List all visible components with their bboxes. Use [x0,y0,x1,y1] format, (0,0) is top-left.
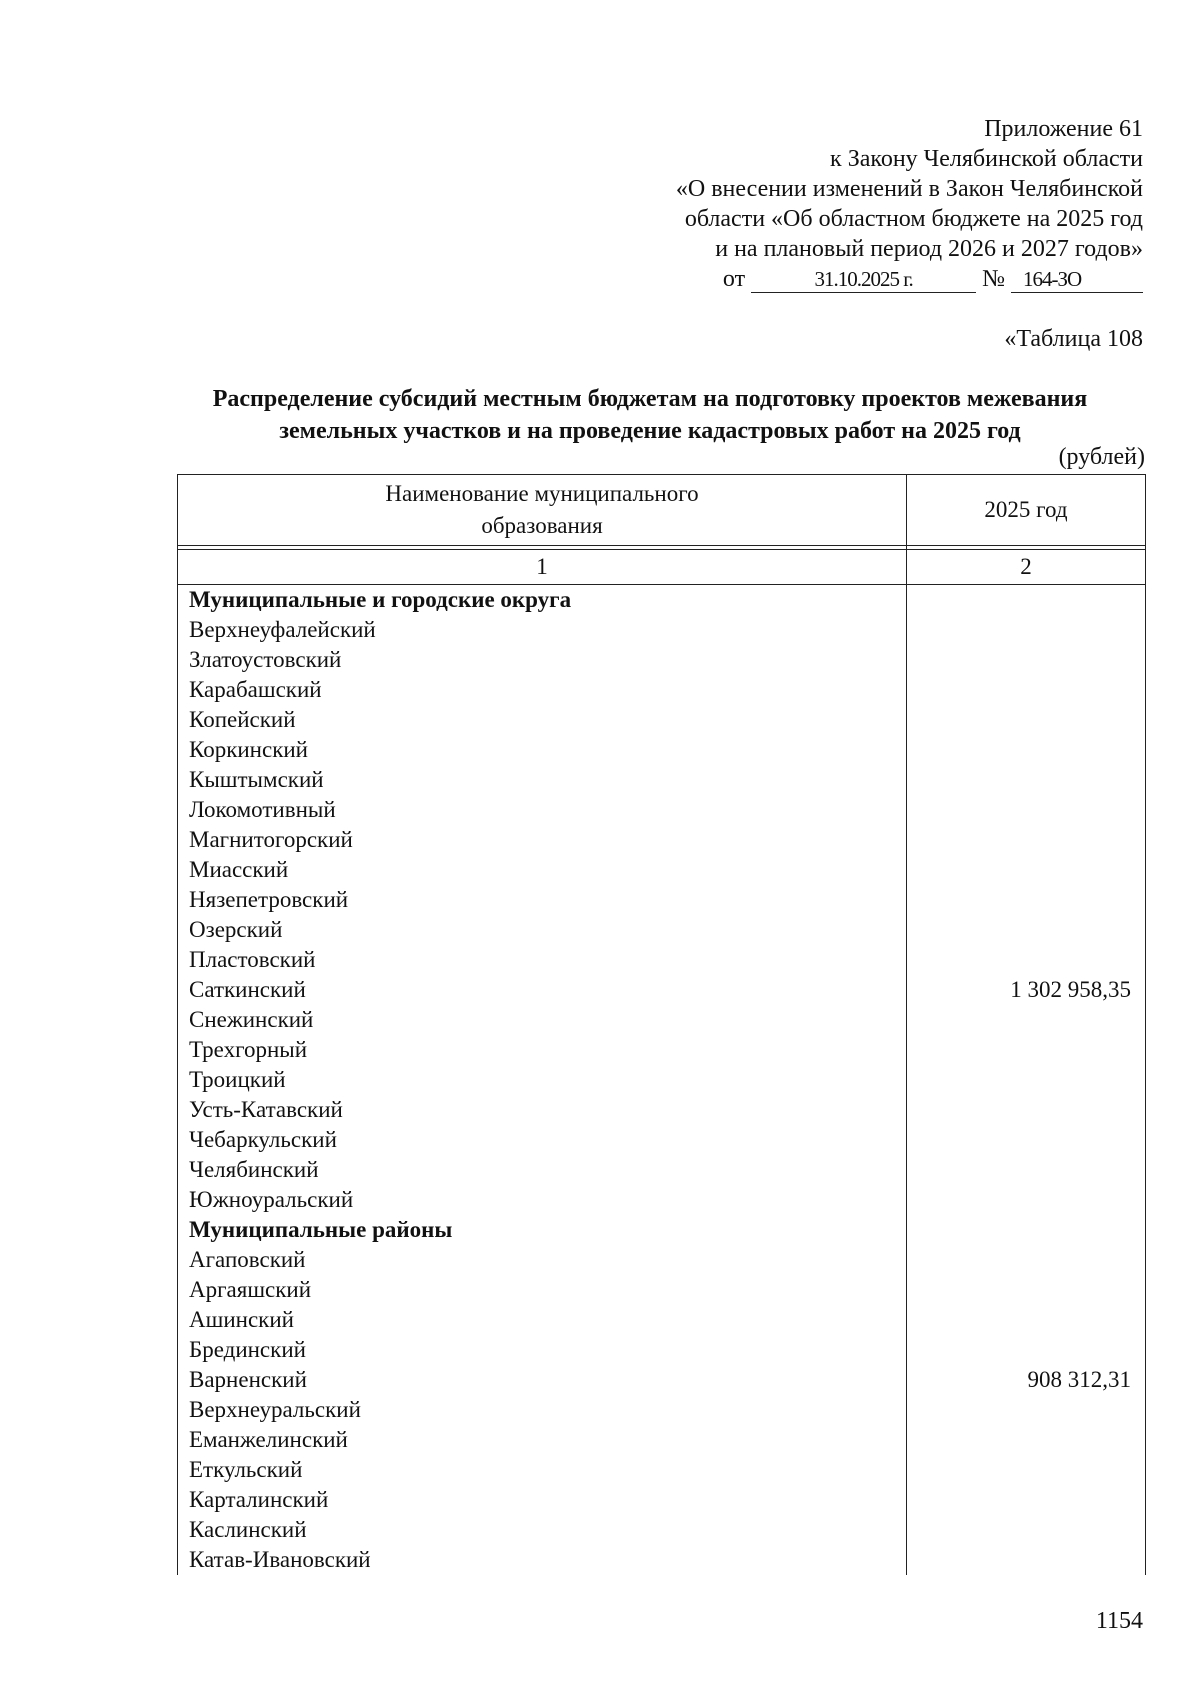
table-row [178,1155,1146,1185]
subsidy-amount [907,1185,1146,1215]
municipality-name: Златоустовский [178,645,907,675]
header-line-4: области «Об областном бюджете на 2025 год [684,206,1143,232]
document-title [150,383,1150,447]
column-index-1: 1 [178,550,907,585]
table-row [178,915,1146,945]
municipality-name: Варненский [178,1365,907,1395]
subsidy-amount [907,765,1146,795]
header-line-3: «О внесении изменений в Закон Челябинской [675,176,1143,202]
municipality-name: Каслинский [178,1515,907,1545]
table-row [178,1425,1146,1455]
number-value: 164-ЗО [1011,266,1143,293]
table-row [178,1305,1146,1335]
table-row [178,1275,1146,1305]
municipality-name: Карабашский [178,675,907,705]
municipality-name: Усть-Катавский [178,1095,907,1125]
table-row [178,1125,1146,1155]
subsidy-amount [907,1005,1146,1035]
table-row [178,735,1146,765]
group-heading: Муниципальные и городские округа [178,585,907,616]
subsidy-amount: 1 302 958,35 [907,975,1146,1005]
municipality-name: Еткульский [178,1455,907,1485]
subsidy-table [177,474,1146,1575]
municipality-name: Южноуральский [178,1185,907,1215]
municipality-name: Аргаяшский [178,1275,907,1305]
table-row [178,765,1146,795]
subsidy-amount [907,855,1146,885]
subsidy-amount [907,615,1146,645]
table-row [178,1485,1146,1515]
subsidy-amount [907,1305,1146,1335]
table-row [178,1065,1146,1095]
column-index-2: 2 [907,550,1146,585]
subsidy-amount [907,585,1146,616]
column-header-year: 2025 год [907,475,1146,546]
date-prefix: от [722,266,746,292]
subsidy-amount [907,1125,1146,1155]
subsidy-amount [907,1275,1146,1305]
table-row [178,1035,1146,1065]
subsidy-amount [907,1065,1146,1095]
header-line-1: Приложение 61 [984,116,1143,142]
subsidy-amount [907,1545,1146,1575]
number-prefix: № [982,266,1005,292]
group-heading: Муниципальные районы [178,1215,907,1245]
subsidy-amount [907,735,1146,765]
table-row [178,1455,1146,1485]
table-row [178,1365,1146,1395]
column-index-row [178,550,1146,585]
municipality-name: Кыштымский [178,765,907,795]
table-row [178,1005,1146,1035]
header-line-5: и на плановый период 2026 и 2027 годов» [715,236,1143,262]
subsidy-amount [907,675,1146,705]
municipality-name: Верхнеуфалейский [178,615,907,645]
municipality-name: Ашинский [178,1305,907,1335]
municipality-name: Брединский [178,1335,907,1365]
municipality-name: Копейский [178,705,907,735]
municipality-name: Снежинский [178,1005,907,1035]
municipality-name: Магнитогорский [178,825,907,855]
subsidy-amount [907,645,1146,675]
municipality-name: Катав-Ивановский [178,1545,907,1575]
subsidy-amount [907,945,1146,975]
appendix-header [676,114,1143,294]
table-row [178,945,1146,975]
title-line-2: земельных участков и на проведение кадастровых работ на 2025 год [279,418,1021,444]
page-number: 1154 [1095,1608,1143,1634]
municipality-name: Карталинский [178,1485,907,1515]
title-line-1: Распределение субсидий местным бюджетам на подготовку проектов межевания [212,386,1088,412]
table-row [178,1245,1146,1275]
table-row [178,795,1146,825]
subsidy-amount [907,1155,1146,1185]
group-row [178,585,1146,616]
table-row [178,885,1146,915]
municipality-name: Пластовский [178,945,907,975]
column-header-name [178,475,907,546]
municipality-name: Еманжелинский [178,1425,907,1455]
table-row [178,675,1146,705]
municipality-name: Озерский [178,915,907,945]
subsidy-amount: 908 312,31 [907,1365,1146,1395]
municipality-name: Миасский [178,855,907,885]
subsidy-amount [907,1095,1146,1125]
table-body [178,585,1146,1576]
table-row [178,975,1146,1005]
municipality-name: Челябинский [178,1155,907,1185]
column-header-name-text: Наименование муниципального образования [385,481,699,538]
subsidy-amount [907,1455,1146,1485]
municipality-name: Саткинский [178,975,907,1005]
table-row [178,645,1146,675]
subsidy-amount [907,885,1146,915]
subsidy-amount [907,1425,1146,1455]
subsidy-amount [907,1485,1146,1515]
table-row [178,705,1146,735]
table-row [178,1545,1146,1575]
table-row [178,1185,1146,1215]
subsidy-amount [907,1335,1146,1365]
municipality-name: Локомотивный [178,795,907,825]
table-header-row [178,475,1146,546]
table-row [178,1515,1146,1545]
subsidy-amount [907,1215,1146,1245]
subsidy-amount [907,915,1146,945]
municipality-name: Троицкий [178,1065,907,1095]
subsidy-amount [907,795,1146,825]
date-value: 31.10.2025 г. [751,266,976,293]
table-row [178,1395,1146,1425]
table-row [178,615,1146,645]
municipality-name: Нязепетровский [178,885,907,915]
subsidy-amount [907,1245,1146,1275]
municipality-name: Коркинский [178,735,907,765]
table-row [178,855,1146,885]
municipality-name: Агаповский [178,1245,907,1275]
subsidy-amount [907,825,1146,855]
municipality-name: Чебаркульский [178,1125,907,1155]
subsidy-amount [907,1515,1146,1545]
group-row [178,1215,1146,1245]
table-row [178,1095,1146,1125]
unit-label: (рублей) [1058,444,1145,470]
subsidy-amount [907,705,1146,735]
table-label: «Таблица 108 [1004,326,1143,352]
municipality-name: Верхнеуральский [178,1395,907,1425]
header-line-2: к Закону Челябинской области [830,146,1143,172]
subsidy-amount [907,1395,1146,1425]
table-row [178,825,1146,855]
table-row [178,1335,1146,1365]
date-number-line [676,264,1143,294]
subsidy-amount [907,1035,1146,1065]
municipality-name: Трехгорный [178,1035,907,1065]
